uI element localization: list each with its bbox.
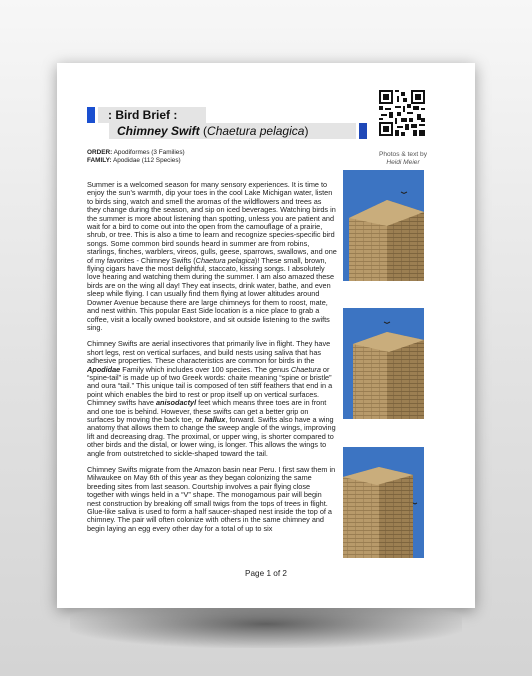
family-value: Apodidae (112 Species) bbox=[112, 157, 181, 164]
paragraph-3 bbox=[87, 466, 337, 533]
paragraph-2 bbox=[87, 340, 337, 458]
chimney-photo-2 bbox=[343, 308, 424, 419]
p1-text-b: )! These small, brown, flying cigars have the most delightful, staccato, kissing songs. I absolutely love hearing and watching them during the summer. I am also amazed these birds are on the wing all day! They eat insects, drink water, bathe, and even sleep while flying. I can usually find them flying at lower altitudes around Downer Avenue because there are large chimneys for them to roost, mate, and nest within. This popular East Side location is a nice place to grab a coffee, visit a locally owned bookstore, and sit outside listening to the swifts sing. bbox=[87, 255, 335, 332]
order-label: ORDER: bbox=[87, 149, 113, 156]
order-value: Apodiformes (3 Families) bbox=[113, 149, 185, 156]
p2-text-b: Family which includes over 100 species. The genus bbox=[120, 364, 291, 374]
p2-text-c: or “spine-tail” is made up of two Greek words: chaite meaning “spine or bristle” and oura “tail.” This unique tail is composed of ten stiff feathers that end in a point which enables the bird to rest or prop itself up on vertical surfaces. Chimney swifts have bbox=[87, 364, 333, 408]
paren-open: ( bbox=[203, 124, 208, 138]
p2-text-e: , forward. Swifts also have a wing anatomy that allows them to change the sweep angle of the wings, improving lift and decreasing drag. The proximal, or upper wing, is shorter compared to other birds and the distal, or lower wing, is longer. This allows the wings to angle from outstretched to sickle-shaped toward the tail. bbox=[87, 414, 336, 458]
p2-genus-term: Chaetura bbox=[290, 364, 321, 374]
species-title bbox=[109, 123, 356, 139]
chimney-photo-1 bbox=[343, 170, 424, 281]
page-number: Page 1 of 2 bbox=[245, 569, 287, 578]
paragraph-1 bbox=[87, 181, 337, 332]
family-label: FAMILY: bbox=[87, 157, 112, 164]
taxonomy bbox=[87, 149, 185, 165]
photo-credit bbox=[363, 151, 443, 167]
accent-square-right bbox=[359, 123, 367, 139]
p1-text-a: Summer is a welcomed season for many sensory experiences. It is time to enjoy the sun’s warmth, dip your toes in the cool Lake Michigan water, listen to birds sing, watch and smell the aromas of the wildflowers and trees as they change during the season, and sip on iced beverages. Watching birds in the summer is more about listening than spotting, unless you are patient and wait for a bird to come out into the open from the camouflage of a prairie, shrub, or tree. This is also a time to learn and recognize species-specific bird songs. Some common bird sounds heard in summer are from robins, starlings, finches, warblers, vireos, gulls, geese, sparrows, swallows, and one of my favorites - Chimney Swifts ( bbox=[87, 180, 337, 265]
chimney-photo-3 bbox=[343, 447, 424, 558]
family-row bbox=[87, 157, 185, 165]
article-body bbox=[87, 181, 337, 541]
p3-text: Chimney Swifts migrate from the Amazon basin near Peru. I first saw them in Milwaukee on May 6th of this year as they began colonizing the same breeding sites from last season. Courtship involves a pair flying close together with wings held in a “V” shape. The monogamous pair will begin nest construction by breaking off small twigs from the tops of trees in flight. Glue-like saliva is used to form a half saucer-shaped nest inside the top of a chimney. The pair will often colonize with others in the same chimney and begin laying an egg every other day for a total of up to six bbox=[87, 465, 336, 533]
credit-line: Photos & text by bbox=[378, 151, 427, 158]
scientific-name: Chaetura pelagica bbox=[207, 124, 305, 138]
common-name: Chimney Swift bbox=[117, 124, 200, 138]
p2-anisodactyl-term: anisodactyl bbox=[155, 398, 197, 408]
document-page bbox=[57, 63, 475, 608]
p2-family-term: Apodidae bbox=[87, 364, 121, 374]
p2-hallux-term: hallux bbox=[204, 414, 226, 424]
credit-author: Heidi Meier bbox=[386, 159, 420, 166]
qr-code-icon[interactable] bbox=[379, 90, 425, 136]
accent-square-left bbox=[87, 107, 95, 123]
p2-text-d: feet which means three toes are in front and one toe is behind. However, these swifts can get a better grip on surfaces by moving the back toe, or bbox=[87, 398, 327, 424]
brief-label: : Bird Brief : bbox=[98, 107, 206, 123]
p1-scientific-name: Chaetura pelagica bbox=[195, 255, 255, 265]
p2-text-a: Chimney Swifts are aerial insectivores that primarily live in flight. They have short legs, rest on vertical surfaces, and build nests using saliva that has adhesive properties. These characteristics are common for birds in the bbox=[87, 339, 331, 366]
order-row bbox=[87, 149, 185, 157]
paren-close: ) bbox=[304, 124, 309, 138]
